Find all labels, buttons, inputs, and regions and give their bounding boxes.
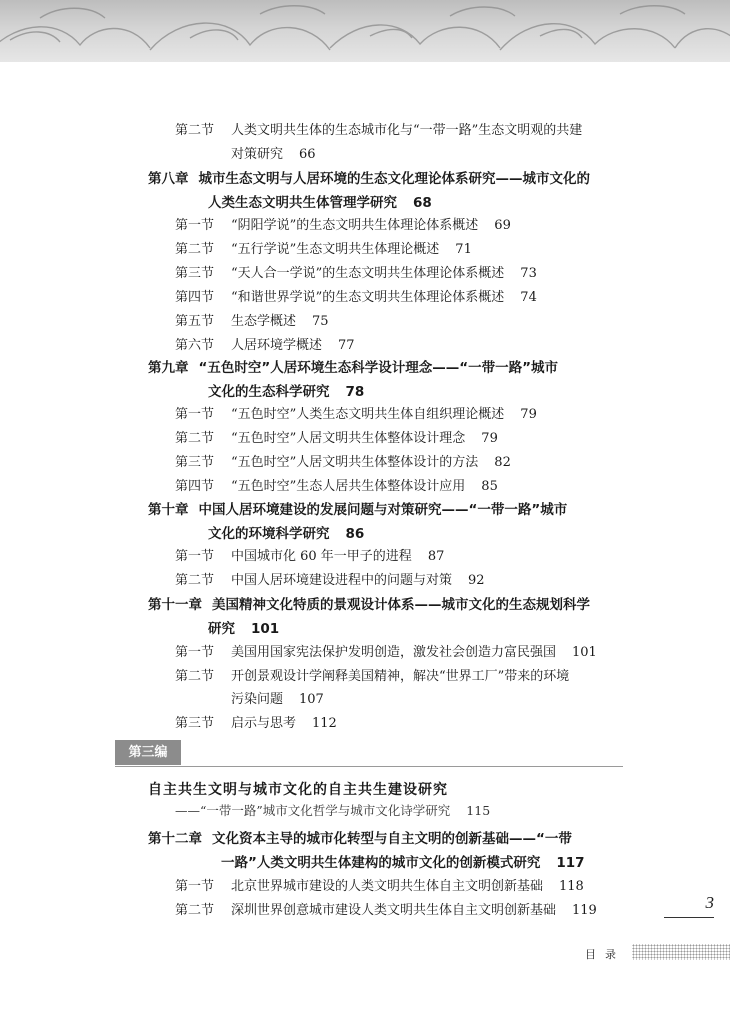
entry-title: “五色时空”人居环境生态科学设计理念——“一带一路”城市 [198,360,558,376]
entry-title: “五行学说”生态文明共生体理论概述 [231,242,440,257]
entry-page-number: 119 [572,903,597,918]
toc-section-line [175,548,444,566]
entry-page-number: 87 [427,549,445,564]
section-number: 第五节 [175,314,215,329]
toc-section-line [175,406,537,424]
entry-page-number: 82 [494,455,511,470]
entry-title: 中国城市化 60 年一甲子的进程 [231,549,412,564]
chapter-number: 第八章 [148,171,189,187]
chapter-number: 第十一章 [148,597,202,613]
section-number: 第一节 [175,645,215,660]
toc-section-line [175,122,582,140]
toc-chapter-line [208,194,432,212]
entry-title: 生态学概述 [231,314,297,329]
entry-page-number: 75 [312,314,329,329]
section-number: 第一节 [175,549,215,564]
entry-title: 文化资本主导的城市化转型与自主文明的创新基础——“一带 [212,831,572,847]
toc-section-line [175,241,472,259]
toc-section-line [175,313,329,331]
section-number: 第二节 [175,431,215,446]
entry-page-number: 101 [572,645,597,660]
section-number: 第二节 [175,123,215,138]
toc-section-line [175,668,569,686]
entry-title: 北京世界城市建设的人类文明共生体自主文明创新基础 [231,879,544,894]
part-divider [115,766,623,767]
entry-title: 人居环境学概述 [231,338,323,353]
toc-chapter-line [221,854,585,872]
chapter-number: 第十章 [148,502,189,518]
entry-title: “阴阳学说”的生态文明共生体理论体系概述 [231,218,479,233]
toc-chapter-line [148,170,590,188]
footer-dot-pattern [632,944,730,960]
entry-title: “五色时空”生态人居共生体整体设计应用 [231,479,466,494]
section-number: 第三节 [175,455,215,470]
entry-title: 一路”人类文明共生体建构的城市文化的创新模式研究 [221,855,541,871]
toc-chapter-line [148,830,572,848]
page-number: 3 [664,893,714,918]
entry-title: 研究 [208,621,235,637]
part-subtitle-text: ——“一带一路”城市文化哲学与城市文化诗学研究 [175,803,451,818]
entry-page-number: 117 [556,855,585,871]
entry-title: 中国人居环境建设进程中的问题与对策 [231,573,453,588]
entry-page-number: 74 [520,290,537,305]
entry-page-number: 107 [299,692,324,707]
entry-title: “五色时空”人居文明共生体整体设计理念 [231,431,466,446]
section-number: 第一节 [175,879,215,894]
entry-title: “五色时空”人类生态文明共生体自组织理论概述 [231,407,505,422]
toc-chapter-line [208,620,279,638]
toc-section-line [175,289,537,307]
entry-page-number: 118 [559,879,584,894]
decorative-cloud-header [0,0,730,62]
entry-page-number: 78 [345,384,365,400]
section-number: 第四节 [175,479,215,494]
entry-title: “和谐世界学说”的生态文明共生体理论体系概述 [231,290,505,305]
toc-section-line [175,715,337,733]
section-number: 第二节 [175,903,215,918]
entry-page-number: 85 [481,479,498,494]
section-number: 第三节 [175,266,215,281]
entry-page-number: 101 [251,621,280,637]
entry-page-number: 79 [520,407,537,422]
entry-page-number: 77 [338,338,355,353]
entry-page-number: 73 [520,266,537,281]
entry-title: 文化的生态科学研究 [208,384,330,400]
toc-section-line [175,478,498,496]
toc-section-line [175,454,511,472]
entry-title: “五色时空”人居文明共生体整体设计的方法 [231,455,479,470]
part-label-badge: 第三编 [115,740,181,765]
entry-page-number: 79 [481,431,498,446]
chapter-number: 第十二章 [148,831,202,847]
toc-chapter-line [208,383,364,401]
toc-section-line [175,902,597,920]
part-subtitle [175,801,490,819]
entry-page-number: 112 [312,716,337,731]
toc-section-line [231,146,316,164]
entry-page-number: 86 [345,526,365,542]
entry-page-number: 92 [468,573,485,588]
toc-chapter-line [208,525,364,543]
toc-section-line [175,878,584,896]
toc-chapter-line [148,359,558,377]
chapter-number: 第九章 [148,360,189,376]
toc-section-line [175,337,355,355]
entry-title: 美国精神文化特质的景观设计体系——城市文化的生态规划科学 [212,597,590,613]
entry-title: 人类文明共生体的生态城市化与“一带一路”生态文明观的共建 [231,123,583,138]
toc-chapter-line [148,501,567,519]
toc-section-line [175,644,597,662]
entry-page-number: 69 [494,218,511,233]
part-subtitle-page: 115 [466,803,491,818]
section-number: 第二节 [175,669,215,684]
entry-title: 污染问题 [231,692,284,707]
toc-section-line [175,572,485,590]
toc-section-line [175,265,537,283]
entry-title: 中国人居环境建设的发展问题与对策研究——“一带一路”城市 [198,502,568,518]
entry-title: 文化的环境科学研究 [208,526,330,542]
toc-section-line [175,430,498,448]
toc-section-line [175,217,511,235]
section-number: 第一节 [175,407,215,422]
toc-chapter-line [148,596,590,614]
entry-title: 深圳世界创意城市建设人类文明共生体自主文明创新基础 [231,903,557,918]
section-number: 第二节 [175,573,215,588]
entry-page-number: 66 [299,147,316,162]
section-number: 第六节 [175,338,215,353]
section-number: 第三节 [175,716,215,731]
entry-title: “天人合一学说”的生态文明共生体理论体系概述 [231,266,505,281]
section-number: 第四节 [175,290,215,305]
section-number: 第二节 [175,242,215,257]
section-number: 第一节 [175,218,215,233]
entry-page-number: 71 [455,242,472,257]
entry-title: 开创景观设计学阐释美国精神，解决“世界工厂”带来的环境 [231,669,570,684]
entry-title: 人类生态文明共生体管理学研究 [208,195,397,211]
entry-title: 美国用国家宪法保护发明创造，激发社会创造力富民强国 [231,645,557,660]
footer-running-head: 目录 [585,948,625,961]
entry-title: 启示与思考 [231,716,297,731]
part-title: 自主共生文明与城市文化的自主共生建设研究 [148,782,448,798]
toc-section-line [231,691,324,709]
entry-title: 城市生态文明与人居环境的生态文化理论体系研究——城市文化的 [198,171,590,187]
entry-title: 对策研究 [231,147,284,162]
entry-page-number: 68 [413,195,432,211]
